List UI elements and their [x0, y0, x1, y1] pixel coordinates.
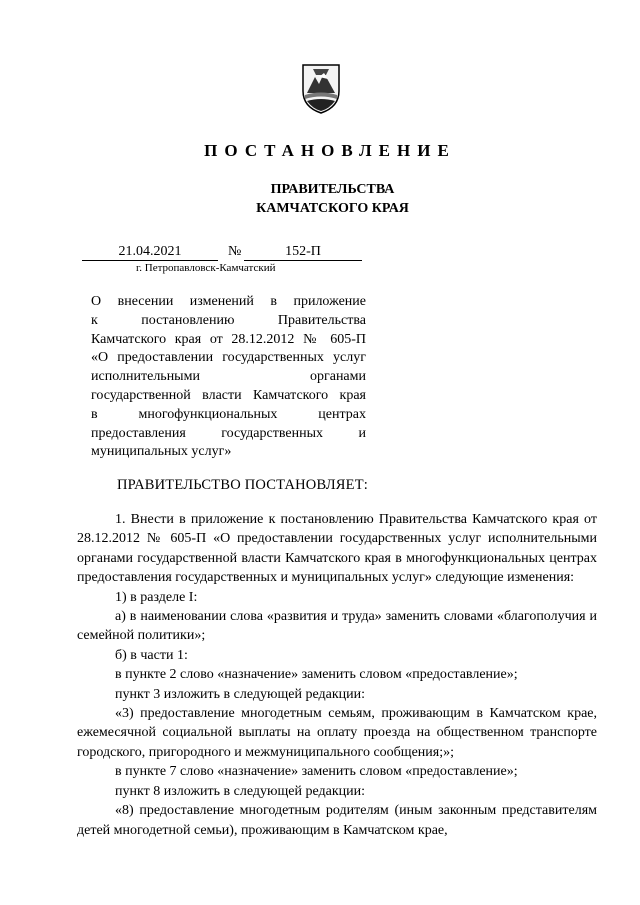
subject-line: О внесении изменений в приложение: [91, 294, 366, 309]
document-number: 152-П: [244, 244, 362, 261]
body-paragraph: пункт 8 изложить в следующей редакции:: [115, 783, 365, 799]
subject-line: к постановлению Правительства: [91, 312, 366, 328]
body-paragraph: в пункте 7 слово «назначение» заменить словом «предоставление»;: [115, 764, 518, 780]
subject-line: государственной власти Камчатского края: [91, 387, 366, 403]
authority-line: КАМЧАТСКОГО КРАЯ: [256, 201, 409, 216]
subject-line: «О предоставлении государственных услуг: [91, 350, 366, 366]
document-subject: [91, 293, 366, 462]
number-sign: №: [228, 244, 242, 259]
document-body: [77, 510, 597, 840]
subject-line: муниципальных услуг»: [91, 444, 232, 460]
document-city: г. Петропавловск-Камчатский: [136, 262, 276, 274]
body-paragraph: «3) предоставление многодетным семьям, проживающим в Камчатском крае, ежемесячной социальной выплаты на оплату проезда на общественном транспорте городского, пригородного и межмуниципального сообщения;»;: [77, 706, 597, 760]
authority-line: ПРАВИТЕЛЬСТВА: [270, 182, 395, 197]
body-paragraph: а) в наименовании слова «развития и труда» заменить словами «благополучия и семейной политики»;: [77, 609, 597, 644]
issuing-authority: [0, 180, 640, 218]
body-paragraph: 1) в разделе I:: [115, 589, 198, 605]
subject-line: Камчатского края от 28.12.2012 № 605-П: [91, 331, 366, 347]
subject-line: в многофункциональных центрах: [91, 406, 366, 422]
body-paragraph: «8) предоставление многодетным родителям (иным законным представителям детей многодетной семьи), проживающим в Камчатском крае,: [77, 803, 597, 838]
body-paragraph: в пункте 2 слово «назначение» заменить словом «предоставление»;: [115, 667, 518, 683]
document-date: 21.04.2021: [82, 244, 218, 261]
document-type-title: ПОСТАНОВЛЕНИЕ: [204, 141, 456, 160]
body-paragraph: пункт 3 изложить в следующей редакции:: [115, 686, 365, 702]
subject-line: предоставления государственных и: [91, 425, 366, 441]
body-paragraph: б) в части 1:: [115, 647, 188, 663]
subject-line: исполнительными органами: [91, 369, 366, 385]
decrees-heading: ПРАВИТЕЛЬСТВО ПОСТАНОВЛЯЕТ:: [117, 477, 369, 493]
body-paragraph: 1. Внести в приложение к постановлению Правительства Камчатского края от 28.12.2012 № 605-П «О предоставлении государственных услуг исполнительными органами государственной власти Камчатского края в многофункциональных центрах предоставления государственных и муниципальных услуг» следующие изменения:: [77, 512, 597, 586]
coat-of-arms-emblem: [299, 57, 343, 115]
